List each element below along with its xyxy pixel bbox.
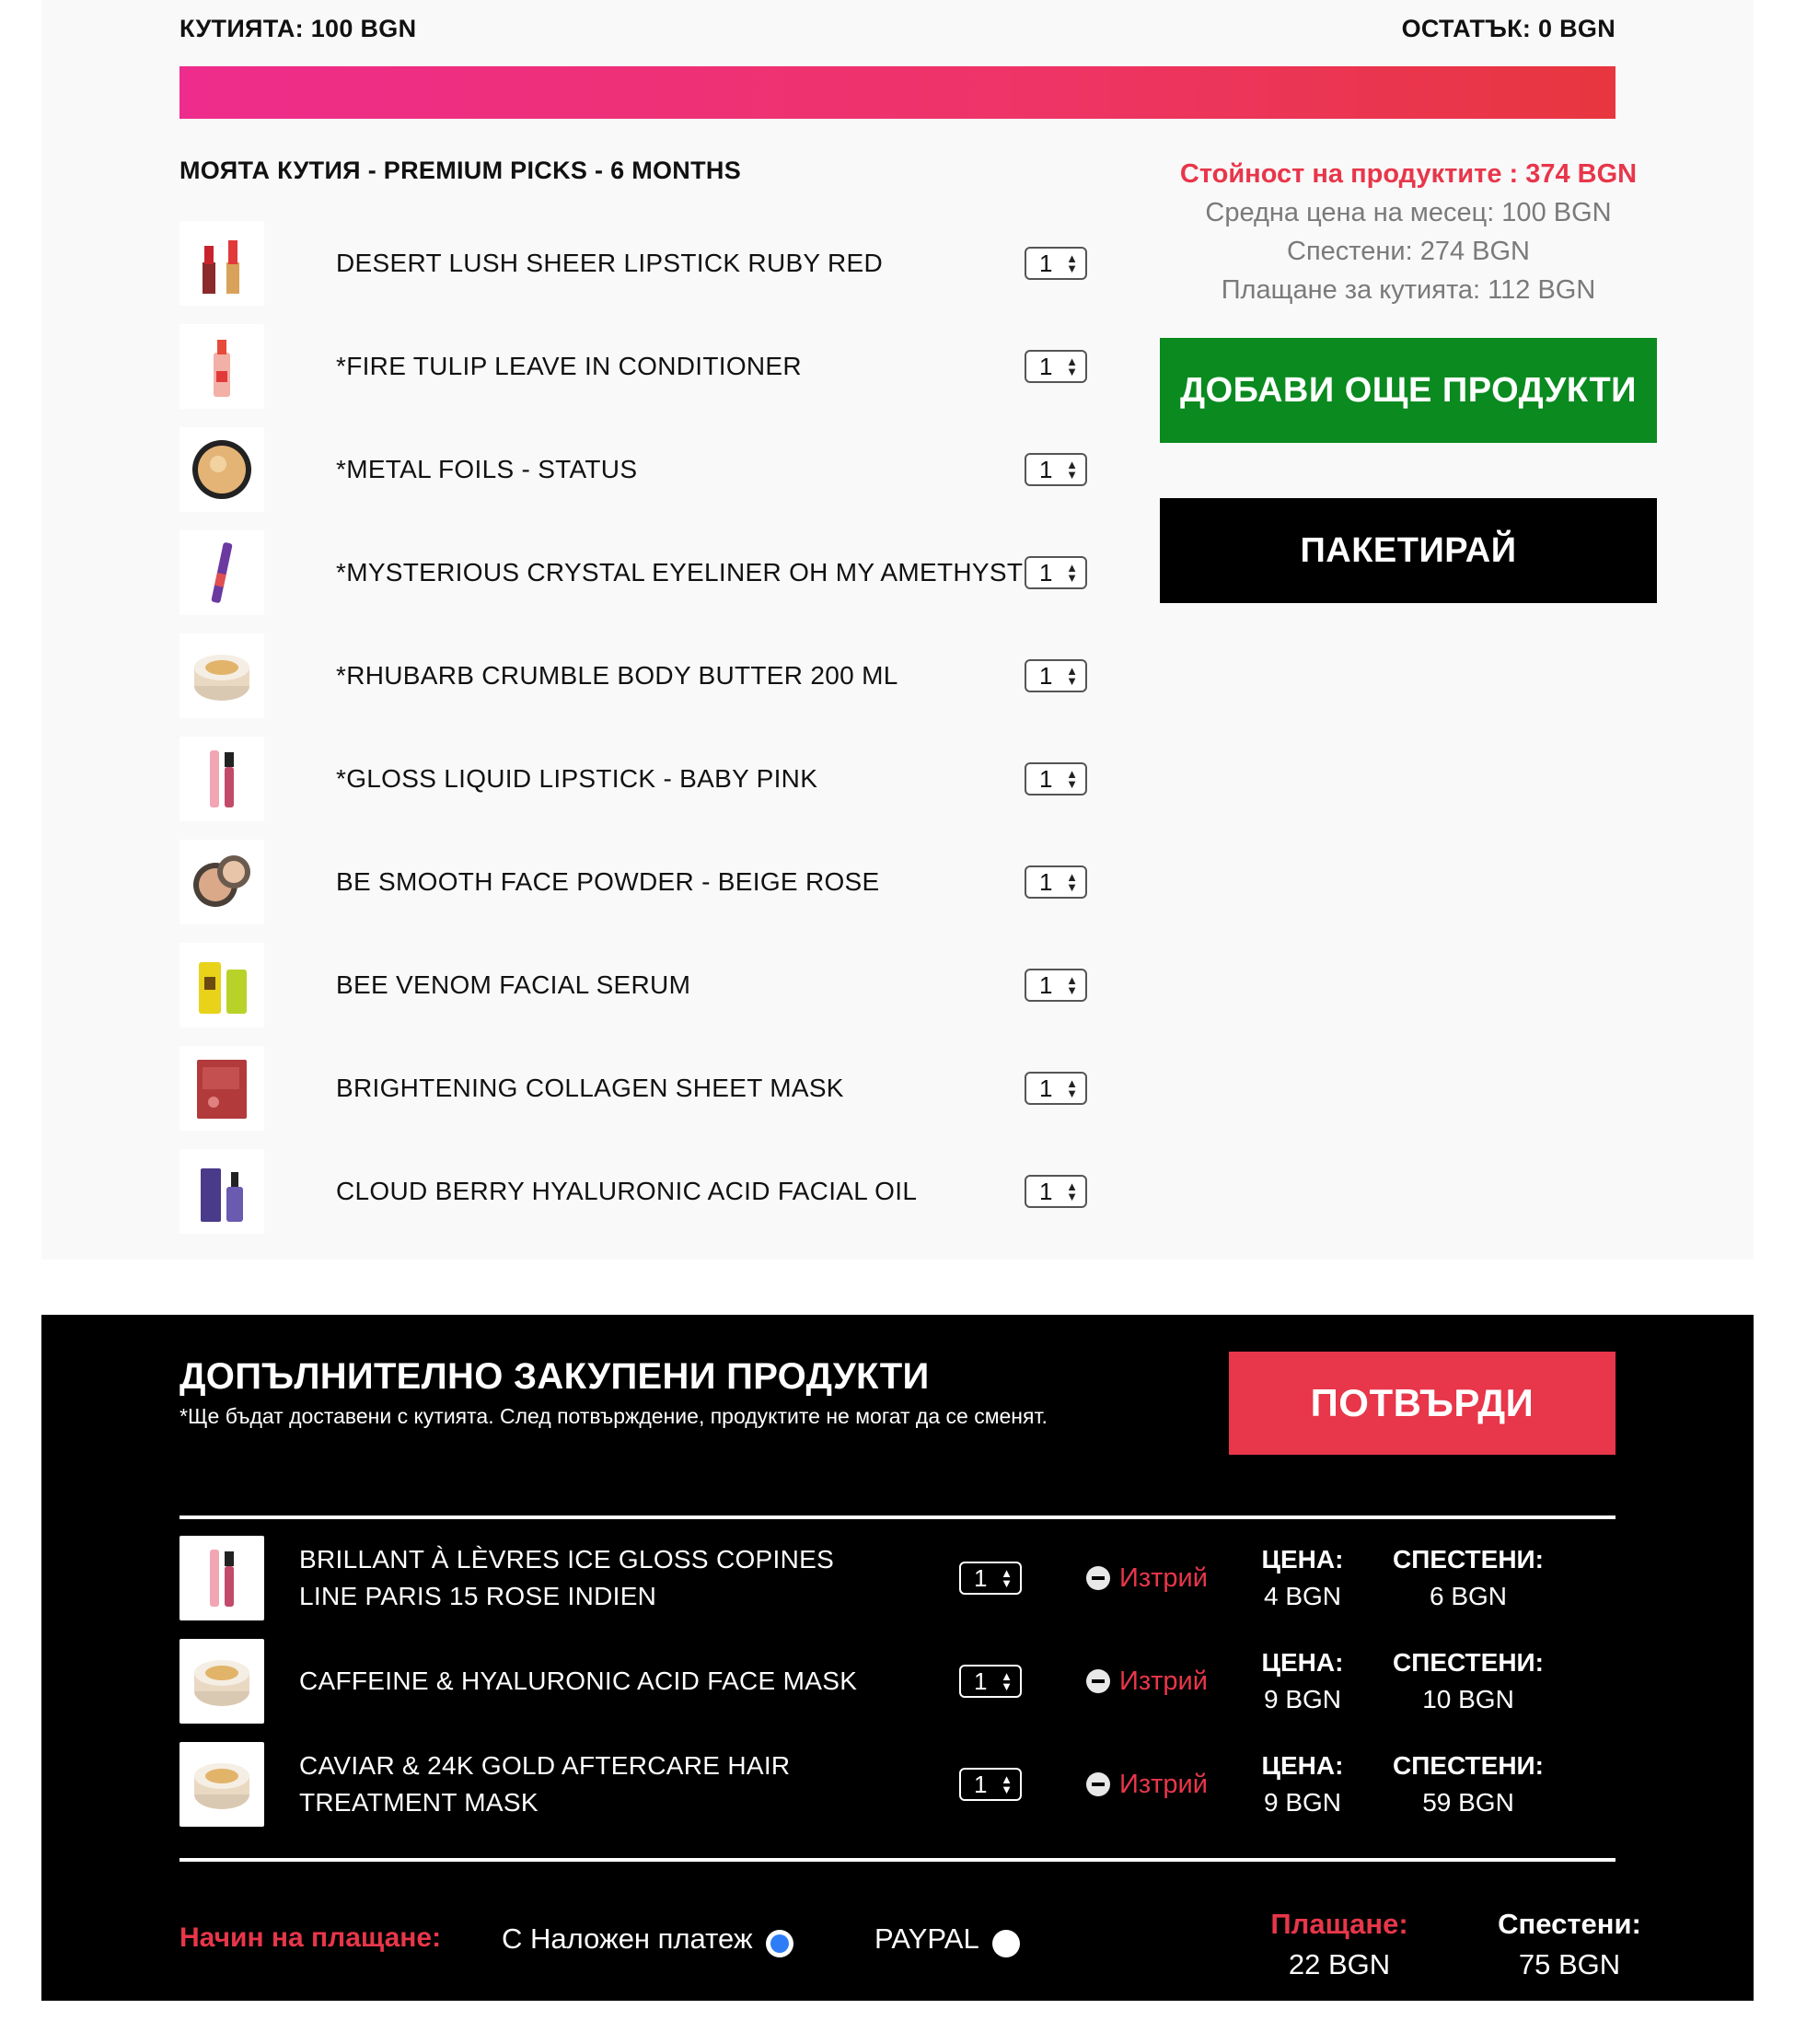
saved-label: СПЕСТЕНИ:: [1393, 1751, 1544, 1780]
box-item-name: *METAL FOILS - STATUS: [336, 455, 638, 483]
box-item-name: BEE VENOM FACIAL SERUM: [336, 970, 691, 999]
box-item-row: [180, 212, 1091, 315]
stepper-arrows-icon[interactable]: ▲ ▼: [1066, 664, 1078, 688]
stepper-arrows-icon[interactable]: ▲ ▼: [1066, 1076, 1078, 1100]
stepper-arrows-icon[interactable]: ▲ ▼: [1066, 458, 1078, 482]
quantity-value: 1: [974, 1563, 988, 1592]
saved-amount: Спестени: 274 BGN: [1287, 237, 1530, 266]
product-thumbnail: [180, 943, 264, 1028]
lip-gloss-icon: [186, 743, 258, 815]
product-thumbnail: [180, 1149, 264, 1234]
box-item-name: *MYSTERIOUS CRYSTAL EYELINER OH MY AMETHYST: [336, 558, 1024, 586]
box-budget-label: КУТИЯТА: 100 BGN: [180, 15, 417, 42]
payment-saved-label: Спестени:: [1498, 1908, 1641, 1940]
quantity-value: 1: [1039, 867, 1053, 896]
payment-option-paypal-label: PAYPAL: [874, 1922, 979, 1955]
payment-row: [180, 1895, 1641, 1987]
payment-option-cod[interactable]: [502, 1921, 793, 1957]
price-column: [1238, 1644, 1367, 1718]
serum-icon: [186, 949, 258, 1021]
quantity-value: 1: [1039, 661, 1053, 690]
extra-item-row: [180, 1630, 1616, 1733]
quantity-select[interactable]: [1025, 350, 1087, 383]
quantity-select[interactable]: [1025, 969, 1087, 1002]
delete-button[interactable]: [1086, 1563, 1208, 1594]
quantity-select[interactable]: [959, 1562, 1022, 1595]
quantity-value: 1: [974, 1770, 988, 1798]
extra-products-note: *Ще бъдат доставени с кутията. След потвърждение, продуктите не могат да се сменят.: [180, 1404, 1048, 1428]
quantity-select[interactable]: [1025, 1175, 1087, 1208]
price-value: 4 BGN: [1263, 1582, 1342, 1610]
my-box-section: [41, 0, 1754, 1260]
quantity-value: 1: [974, 1667, 988, 1695]
price-value: 9 BGN: [1263, 1788, 1342, 1817]
box-item-name: CLOUD BERRY HYALURONIC ACID FACIAL OIL: [336, 1177, 918, 1205]
stepper-arrows-icon[interactable]: ▲ ▼: [1066, 973, 1078, 997]
payment-total-value: 22 BGN: [1288, 1948, 1391, 1980]
quantity-value: 1: [1039, 249, 1053, 277]
box-item-row: [180, 315, 1091, 418]
stepper-arrows-icon[interactable]: ▲ ▼: [1001, 1772, 1013, 1796]
payment-option-paypal[interactable]: [874, 1921, 1020, 1957]
stepper-arrows-icon[interactable]: ▲ ▼: [1066, 870, 1078, 894]
quantity-select[interactable]: [1025, 865, 1087, 899]
quantity-select[interactable]: [1025, 247, 1087, 280]
saved-column: [1385, 1644, 1551, 1718]
box-item-name: BE SMOOTH FACE POWDER - BEIGE ROSE: [336, 867, 880, 896]
saved-value: 59 BGN: [1422, 1788, 1514, 1817]
box-summary: [1160, 155, 1657, 309]
extra-item-name: CAFFEINE & HYALURONIC ACID FACE MASK: [299, 1667, 858, 1695]
price-column: [1238, 1748, 1367, 1821]
quantity-select[interactable]: [1025, 556, 1087, 589]
quantity-value: 1: [1039, 970, 1053, 999]
box-item-name: *RHUBARB CRUMBLE BODY BUTTER 200 ML: [336, 661, 898, 690]
quantity-value: 1: [1039, 455, 1053, 483]
powder-icon: [186, 846, 258, 918]
payment-option-cod-label: С Наложен платеж: [502, 1922, 753, 1955]
budget-progress-bar: [180, 66, 1616, 119]
quantity-select[interactable]: [1025, 659, 1087, 692]
pack-button[interactable]: ПАКЕТИРАЙ: [1160, 498, 1657, 603]
payment-saved: [1487, 1904, 1652, 1985]
quantity-select[interactable]: [1025, 762, 1087, 796]
product-thumbnail: [180, 1742, 264, 1827]
box-item-row: [180, 727, 1091, 830]
divider-bottom: [180, 1858, 1616, 1862]
box-payment-amount: Плащане за кутията: 112 BGN: [1221, 275, 1596, 305]
saved-label: СПЕСТЕНИ:: [1393, 1545, 1544, 1574]
extra-item-list: [180, 1527, 1616, 1836]
stepper-arrows-icon[interactable]: ▲ ▼: [1001, 1566, 1013, 1590]
box-item-row: [180, 1140, 1091, 1243]
quantity-value: 1: [1039, 558, 1053, 586]
payment-method-label: Начин на плащане:: [180, 1922, 442, 1953]
saved-column: [1385, 1541, 1551, 1615]
paypal-radio[interactable]: [992, 1930, 1020, 1957]
box-item-row: [180, 624, 1091, 727]
cod-radio[interactable]: [766, 1930, 793, 1957]
lipstick-icon: [186, 227, 258, 299]
delete-label: Изтрий: [1119, 1562, 1208, 1593]
quantity-select[interactable]: [959, 1768, 1022, 1801]
stepper-arrows-icon[interactable]: ▲ ▼: [1066, 251, 1078, 275]
remaining-budget-label: ОСТАТЪК: 0 BGN: [1401, 15, 1616, 42]
jar-icon: [186, 1645, 258, 1717]
sheet-mask-icon: [186, 1052, 258, 1124]
product-thumbnail: [180, 221, 264, 306]
extra-item-name: BRILLANT À LÈVRES ICE GLOSS COPINES LINE PARIS 15 ROSE INDIEN: [299, 1545, 835, 1610]
quantity-value: 1: [1039, 1074, 1053, 1102]
stepper-arrows-icon[interactable]: ▲ ▼: [1066, 767, 1078, 791]
payment-total: [1266, 1904, 1413, 1985]
eyeliner-icon: [186, 537, 258, 609]
spray-bottle-icon: [186, 331, 258, 402]
box-item-row: [180, 830, 1091, 934]
compact-icon: [186, 434, 258, 505]
payment-total-label: Плащане:: [1270, 1908, 1408, 1940]
delete-label: Изтрий: [1119, 1666, 1208, 1696]
saved-label: СПЕСТЕНИ:: [1393, 1648, 1544, 1677]
quantity-value: 1: [1039, 764, 1053, 793]
box-budget-header: [180, 15, 1616, 44]
box-item-row: [180, 934, 1091, 1037]
price-column: [1238, 1541, 1367, 1615]
extra-item-row: [180, 1527, 1616, 1630]
box-item-row: [180, 1037, 1091, 1140]
remove-circle-icon: [1086, 1772, 1110, 1796]
products-value-label: Стойност на продуктите :: [1179, 159, 1526, 189]
lip-gloss-icon: [186, 1542, 258, 1614]
saved-column: [1385, 1748, 1551, 1821]
product-thumbnail: [180, 427, 264, 512]
quantity-value: 1: [1039, 1177, 1053, 1205]
saved-value: 6 BGN: [1429, 1582, 1508, 1610]
product-thumbnail: [180, 840, 264, 924]
jar-icon: [186, 640, 258, 712]
delete-label: Изтрий: [1119, 1769, 1208, 1799]
quantity-select[interactable]: [1025, 1072, 1087, 1105]
extra-products-section: [41, 1315, 1754, 2001]
quantity-value: 1: [1039, 352, 1053, 380]
budget-progress-fill: [180, 66, 1616, 119]
jar-icon: [186, 1748, 258, 1820]
oil-bottle-icon: [186, 1156, 258, 1227]
stepper-arrows-icon[interactable]: ▲ ▼: [1001, 1669, 1013, 1693]
stepper-arrows-icon[interactable]: ▲ ▼: [1066, 354, 1078, 378]
delete-button[interactable]: [1086, 1770, 1208, 1800]
add-more-products-button[interactable]: ДОБАВИ ОЩЕ ПРОДУКТИ: [1160, 338, 1657, 443]
delete-button[interactable]: [1086, 1667, 1208, 1697]
product-thumbnail: [180, 324, 264, 409]
saved-value: 10 BGN: [1422, 1685, 1514, 1713]
price-label: ЦЕНА:: [1261, 1751, 1344, 1780]
divider-top: [180, 1516, 1616, 1519]
extra-item-row: [180, 1733, 1616, 1836]
box-item-list: [180, 212, 1091, 1243]
box-item-row: [180, 521, 1091, 624]
products-value: [1160, 155, 1657, 193]
price-label: ЦЕНА:: [1261, 1648, 1344, 1677]
stepper-arrows-icon[interactable]: ▲ ▼: [1066, 561, 1078, 585]
box-item-row: [180, 418, 1091, 521]
remove-circle-icon: [1086, 1566, 1110, 1590]
remove-circle-icon: [1086, 1669, 1110, 1693]
product-thumbnail: [180, 737, 264, 821]
payment-saved-value: 75 BGN: [1518, 1948, 1621, 1980]
box-item-name: *GLOSS LIQUID LIPSTICK - BABY PINK: [336, 764, 818, 793]
products-value-amount: 374 BGN: [1525, 159, 1638, 189]
product-thumbnail: [180, 1046, 264, 1131]
box-item-name: BRIGHTENING COLLAGEN SHEET MASK: [336, 1074, 844, 1102]
average-monthly-price: Средна цена на месец: 100 BGN: [1205, 198, 1612, 227]
product-thumbnail: [180, 633, 264, 718]
box-item-name: *FIRE TULIP LEAVE IN CONDITIONER: [336, 352, 802, 380]
product-thumbnail: [180, 1536, 264, 1620]
stepper-arrows-icon[interactable]: ▲ ▼: [1066, 1179, 1078, 1203]
extra-item-name: CAVIAR & 24K GOLD AFTERCARE HAIR TREATMENT MASK: [299, 1751, 791, 1817]
product-thumbnail: [180, 1639, 264, 1724]
box-title: МОЯТА КУТИЯ - PREMIUM PICKS - 6 MONTHS: [180, 157, 742, 184]
price-label: ЦЕНА:: [1261, 1545, 1344, 1574]
price-value: 9 BGN: [1263, 1685, 1342, 1713]
quantity-select[interactable]: [1025, 453, 1087, 486]
quantity-select[interactable]: [959, 1665, 1022, 1698]
box-item-name: DESERT LUSH SHEER LIPSTICK RUBY RED: [336, 249, 884, 277]
product-thumbnail: [180, 530, 264, 615]
extra-products-title: ДОПЪЛНИТЕЛНО ЗАКУПЕНИ ПРОДУКТИ: [180, 1356, 930, 1397]
confirm-button[interactable]: ПОТВЪРДИ: [1229, 1352, 1616, 1455]
